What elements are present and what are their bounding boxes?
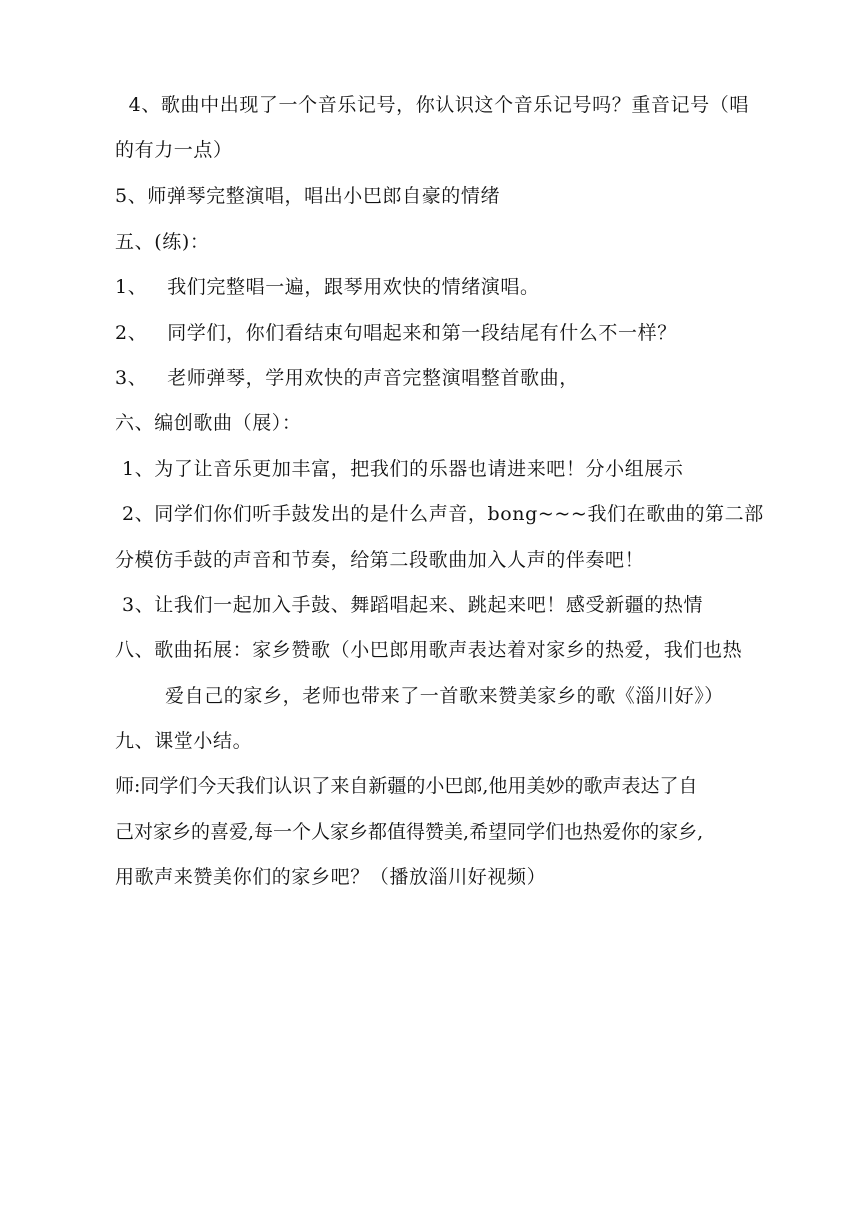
summary-paragraph-line-1: 师:同学们今天我们认识了来自新疆的小巴郎,他用美妙的歌声表达了自 (115, 775, 698, 797)
practice-item-1: 1、 我们完整唱一遍，跟琴用欢快的情绪演唱。 (115, 276, 540, 298)
practice-item-2: 2、 同学们，你们看结束句唱起来和第一段结尾有什么不一样？ (115, 322, 677, 344)
summary-paragraph-line-3: 用歌声来赞美你们的家乡吧？（播放淄川好视频） (115, 866, 547, 888)
practice-item-3: 3、 老师弹琴，学用欢快的声音完整演唱整首歌曲， (115, 367, 579, 389)
create-item-2: 2、同学们你们听手鼓发出的是什么声音，bong~~~我们在歌曲的第二部 (122, 503, 764, 525)
item-5-teacher-sings: 5、师弹琴完整演唱，唱出小巴郎自豪的情绪 (115, 185, 501, 207)
section-8-heading: 八、歌曲拓展：家乡赞歌（小巴郎用歌声表达着对家乡的热爱，我们也热 (115, 639, 743, 661)
item-4-accent-mark: 4、歌曲中出现了一个音乐记号，你认识这个音乐记号吗？重音记号（唱 (122, 94, 749, 116)
section-5-heading: 五、(练)： (115, 231, 210, 253)
section-8-continuation: 爱自己的家乡，老师也带来了一首歌来赞美家乡的歌《淄川好》） (165, 685, 724, 707)
summary-paragraph-line-2: 己对家乡的喜爱,每一个人家乡都值得赞美,希望同学们也热爱你的家乡, (115, 821, 704, 843)
create-item-3: 3、让我们一起加入手鼓、舞蹈唱起来、跳起来吧！感受新疆的热情 (122, 594, 704, 616)
create-item-2-continuation: 分模仿手鼓的声音和节奏，给第二段歌曲加入人声的伴奏吧！ (115, 549, 645, 571)
create-item-1: 1、为了让音乐更加丰富，把我们的乐器也请进来吧！分小组展示 (122, 458, 684, 480)
section-6-heading: 六、编创歌曲（展）： (115, 412, 302, 434)
item-4-continuation: 的有力一点） (115, 139, 233, 161)
section-9-heading: 九、课堂小结。 (115, 730, 253, 752)
